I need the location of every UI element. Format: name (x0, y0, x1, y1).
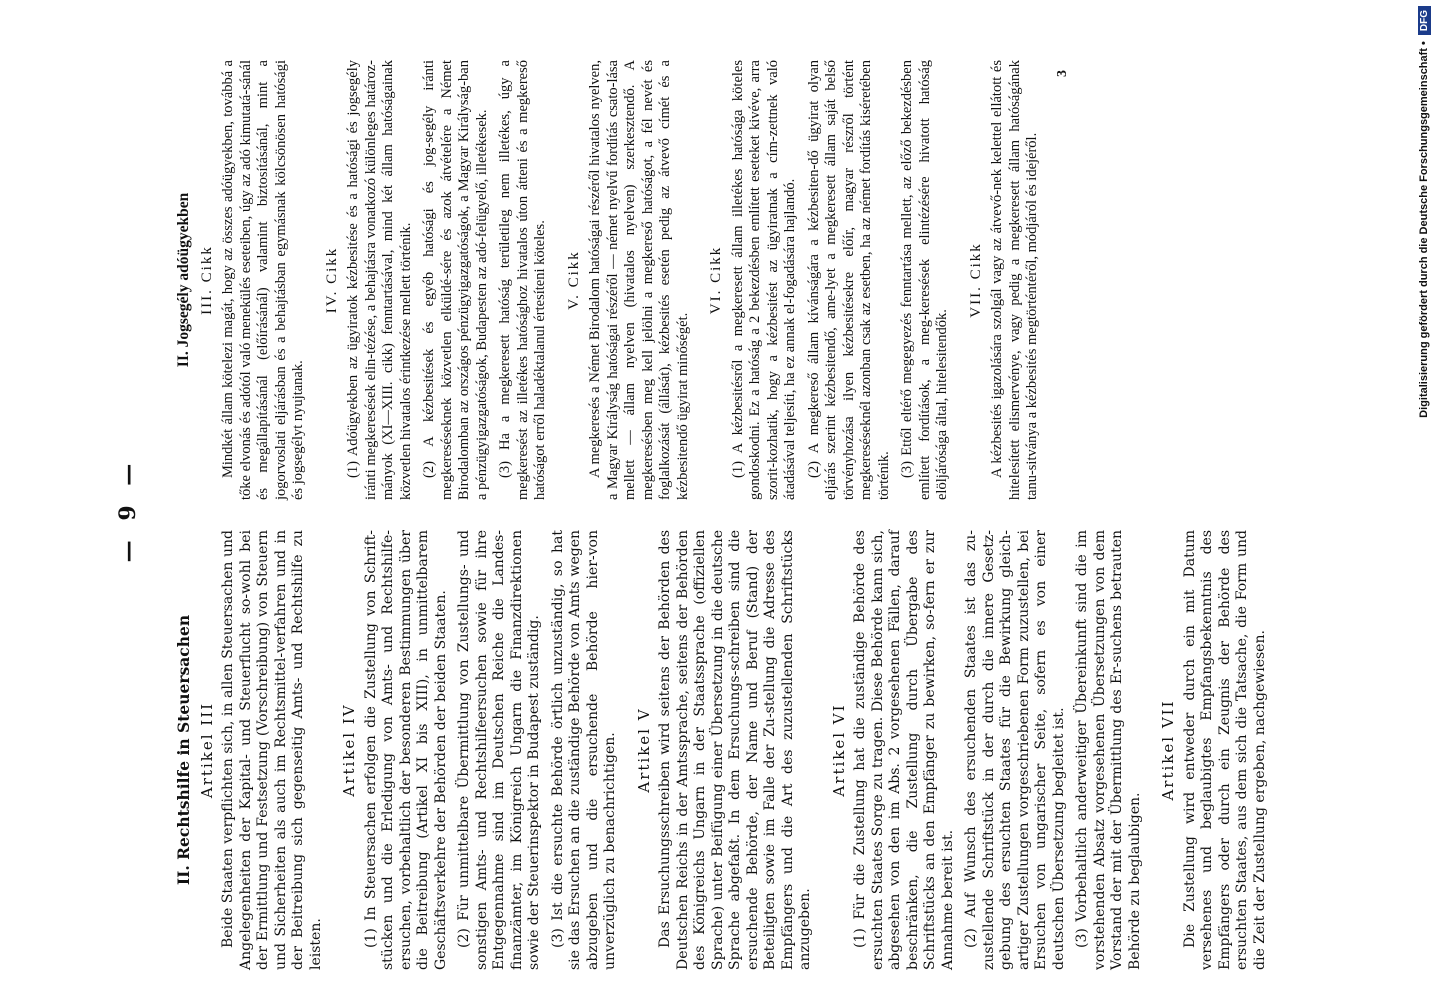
article-heading: Artikel IV (340, 703, 358, 797)
german-column (175, 530, 1275, 970)
paragraph: Die Zustellung wird entweder durch ein mit Datum versehenes und beglaubigtes Empfangsbekenntnis des Empfängers oder durch ein Zeugnis der Behörde des ersuchten Staates, aus dem sich die Tatsache, die Form und die Zeit der Zustellung ergeben, nachgewiesen. (1181, 530, 1268, 970)
article-heading: Artikel V (634, 707, 653, 793)
paragraph: (1) In Steuersachen erfolgen die Zustellung von Schrift-stücken und die Erledigung von Amts- und Rechtshilfe-ersuchen, vorbehaltlich der besonderen Bestimmungen über die Beitreibung (Artikel XI bis XIII), in unmittelbarem Geschäftsverkehre der Behörden der beiden Staaten. (362, 530, 449, 970)
paragraph: (2) A kézbesitések és egyéb hatósági és jog-segély iránti megkereséseknek közvetlen elküldé-sére és azok átvételére a Német Birodalomban az országos pénzügyigazgatóságok, a Magyar Királyság-ban a pénzügyigazgatóságok, Budapesten az adó-felügyelő, illetékesek. (421, 60, 490, 500)
paragraph: Beide Staaten verpflichten sich, in allen Steuersachen und Angelegenheiten der Kapital- und Steuerflucht so-wohl bei der Ermittlung und Festsetzung (Vorschreibung) von Steuern und Sicherheiten als auch im Rechtsmittel-verfahren und in der Beitreibung sich gegenseitig Amts- und Rechtshilfe zu leisten. (220, 530, 324, 970)
paragraph: (2) A megkereső állam kívánságára a kézbesiten-dő ügyirat olyan eljárás szerint kézbesitendő, ame-lyet a megkeresett állam saját belső törvényhozása ilyen kézbesitésekre előír, magyar részről történt megkereséseknél azonban csak az esetben, ha az német fordítás kiséretében történik. (805, 60, 892, 500)
article-heading: IV. Cikk (323, 246, 340, 314)
article-heading: Artikel VI (829, 703, 848, 797)
article-heading: Artikel VII (1159, 699, 1177, 801)
hungarian-column (175, 60, 1071, 500)
paragraph: (1) Adóügyekben az ügyiratok kézbesitése és a hatósági és jogsegély iránti megkeresések elin-tézése, a behajtásra vonatkozó különleges határoz-mányok (XI—XIII. cikk) fenntartásával, mind két állam hatóságainak közvetlen hivatalos érintkezése mellett történik. (345, 60, 414, 500)
stamp-text: Digitalisierung gefördert durch die Deutsche Forschungsgemeinschaft • (1418, 41, 1430, 418)
paragraph: Mindkét állam kötelezi magát, hogy az összes adóügyekben, továbbá a tőke elvonás és adótól való menekülés eseteiben, úgy az adó kimutatá-sánál és megállapításánál (előírásánál) valamint biztosításánál, mint a jogorvoslati eljárásban és a behajtásban egymásnak kölcsönösen hatósági és jogsegélyt nyujtanak. (220, 60, 306, 500)
dfg-logo: DFG (1418, 6, 1431, 35)
article-heading: VII. Cikk (967, 242, 984, 318)
section-title: II. Rechtshilfe in Steuersachen (174, 614, 193, 886)
digitization-stamp (1412, 6, 1434, 418)
article-heading: III. Cikk (198, 245, 215, 315)
article-heading: VI. Cikk (708, 245, 724, 315)
paragraph: (2) Für unmittelbare Übermittlung von Zustellungs- und sonstigen Amts- und Rechtshilfeersuchen sowie für ihre Entgegennahme sind im Deutschen Reiche die Landes-finanzämter, im Königreich Ungarn die Finanzdirektionen sowie der Steuerinspektor in Budapest zuständig. (456, 530, 542, 970)
paragraph: (1) Für die Zustellung hat die zuständige Behörde des ersuchten Staates Sorge zu tragen. Diese Behörde kann sich, abgesehen von den im Abs. 2 vorgesehenen Fällen, darauf beschränken, die Zustellung durch Übergabe des Schriftstücks an den Empfänger zu bewirken, so-fern er zur Annahme bereit ist. (852, 530, 956, 970)
page-number: — 9 — (115, 457, 141, 563)
paragraph: (3) Vorbehaltlich anderweitiger Übereinkunft sind die im vorstehenden Absatz vorgesehenen Übersetzungen von dem Vorstand der mit der Übermittlung des Er-suchens betrauten Behörde zu beglaubigen. (1074, 530, 1143, 970)
article-heading: Artikel III (197, 701, 216, 799)
paragraph: (2) Auf Wunsch des ersuchenden Staates ist das zu-zustellende Schriftstück in der durch die innere Gesetz-gebung des ersuchten Staates für die Bewirkung gleich-artiger Zustellungen vorgeschriebenen Form zuzustellen, bei Ersuchen von ungarischer Seite, sofern es von einer deutschen Übersetzung begleitet ist. (963, 530, 1067, 970)
paragraph: (3) Ettől eltérő megegyezés fenntartása mellett, az előző bekezdésben említett fordítások, a meg-keresések elintézésére hivatott hatóság elöljárósága által, hitelesitendők. (899, 60, 950, 500)
paragraph: A megkeresés a Német Birodalom hatóságai részéről hivatalos nyelven, a Magyar Királyság hatóságai részéről — német nyelvű fordítás csato-lása mellett — állam nyelven (hivatalos nyelven) szerkesztendő. A megkeresésben meg kell jelölni a megkereső hatóságot, a fél nevét és foglalkozását (állását), kézbesités esetén pedig az átvevő címét és a kézbesitendő ügyirat minőségét. (587, 60, 691, 500)
paragraph: (3) Ha a megkeresett hatóság területileg nem illetékes, úgy a megkeresést az illetékes hatósághoz hivatalos úton átteni és a megkereső hatóságot erről haladéktalanul értesíteni köteles. (497, 60, 548, 500)
page-footer-number: 3 (1054, 70, 1070, 77)
paragraph: (1) A kézbesitésről a megkeresett állam illetékes hatósága köteles gondoskodni. Ez a hatóság a 2 bekezdésben említett eseteket kivéve, arra szorit-kozhatik, hogy a kézbesitést az ügyiratnak a cím-zettnek való átadásával teljesíti, ha ez annak el-fogadására hajlandó. (729, 60, 798, 500)
paragraph: (3) Ist die ersuchte Behörde örtlich unzuständig, so hat sie das Ersuchen an die zuständige Behörde von Amts wegen abzugeben und die ersuchende Behörde hier-von unverzüglich zu benachrichtigen. (549, 530, 618, 970)
paragraph: A kézbesités igazolására szolgál vagy az átvevő-nek kelettel ellátott és hitelesített elismervénye, vagy pedig a megkeresett állam hatóságának tanu-sitványa a kézbesités megtörténtéről, módjáról és idejéről. (989, 60, 1040, 500)
document-page (80, 20, 1434, 1000)
paragraph: Das Ersuchungsschreiben wird seitens der Behörden des Deutschen Reichs in der Amtssprache, seitens der Behörden des Königreichs Ungarn in der Staatssprache (offiziellen Sprache) unter Beifügung einer Übersetzung in die deutsche Sprache abgefaßt. In dem Ersuchungs-schreiben sind die ersuchende Behörde, der Name und Beruf (Stand) der Beteiligten sowie im Falle der Zu-stellung die Adresse des Empfängers und die Art des zuzustellenden Schriftstücks anzugeben. (657, 530, 813, 970)
article-heading: V. Cikk (565, 250, 582, 310)
section-title: II. Jogsegély adóügyekben (175, 192, 192, 368)
